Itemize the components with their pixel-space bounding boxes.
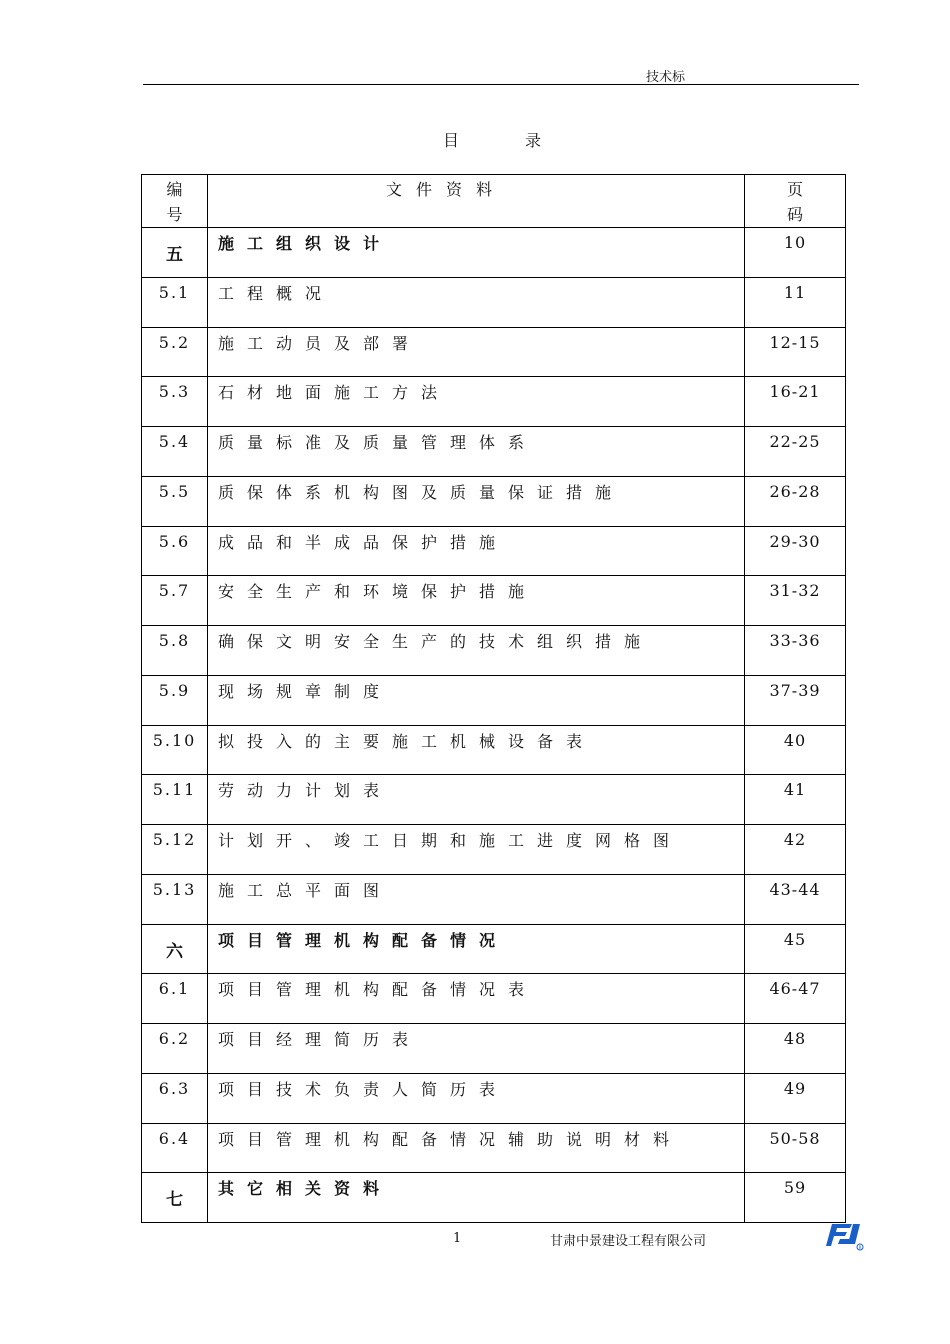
toc-row-title: 项目管理机构配备情况 (208, 924, 745, 974)
header-document: 文件资料 (208, 175, 745, 228)
toc-row-number: 6.1 (142, 974, 208, 1024)
header-number (142, 175, 208, 228)
toc-row (142, 1024, 846, 1074)
page-title (443, 128, 541, 151)
toc-row-title: 劳动力计划表 (208, 775, 745, 825)
toc-row (142, 775, 846, 825)
header-rule (143, 84, 859, 85)
company-logo-icon (826, 1222, 864, 1252)
toc-row-title: 项目管理机构配备情况辅助说明材料 (208, 1123, 745, 1173)
toc-row (142, 1173, 846, 1223)
toc-row-title: 项目经理简历表 (208, 1024, 745, 1074)
toc-row (142, 725, 846, 775)
toc-table (141, 174, 846, 1223)
title-part-2: 录 (525, 131, 542, 150)
header-number-text: 编号 (166, 180, 183, 224)
toc-row-number: 5.11 (142, 775, 208, 825)
toc-row-number: 6.3 (142, 1073, 208, 1123)
toc-row-title: 成品和半成品保护措施 (208, 526, 745, 576)
toc-row-page: 16-21 (745, 377, 846, 427)
toc-row (142, 626, 846, 676)
toc-row-number: 5.10 (142, 725, 208, 775)
toc-row-title: 现场规章制度 (208, 675, 745, 725)
toc-row-page: 42 (745, 825, 846, 875)
toc-row-title: 拟投入的主要施工机械设备表 (208, 725, 745, 775)
toc-row (142, 427, 846, 477)
toc-row-title: 石材地面施工方法 (208, 377, 745, 427)
toc-row (142, 1123, 846, 1173)
toc-row-title: 质量标准及质量管理体系 (208, 427, 745, 477)
toc-row-page: 49 (745, 1073, 846, 1123)
toc-row-title: 质保体系机构图及质量保证措施 (208, 476, 745, 526)
toc-row-page: 43-44 (745, 874, 846, 924)
toc-row-number: 5.4 (142, 427, 208, 477)
toc-row-title: 项目技术负责人简历表 (208, 1073, 745, 1123)
footer-company: 甘肃中景建设工程有限公司 (550, 1234, 707, 1249)
toc-row-number: 5.1 (142, 277, 208, 327)
toc-row-title: 施工动员及部署 (208, 327, 745, 377)
toc-row-page: 11 (745, 277, 846, 327)
toc-row (142, 1073, 846, 1123)
toc-row (142, 526, 846, 576)
toc-row-page: 31-32 (745, 576, 846, 626)
toc-row-number: 七 (142, 1173, 208, 1223)
toc-row-title: 其它相关资料 (208, 1173, 745, 1223)
toc-row-page: 33-36 (745, 626, 846, 676)
toc-row-title: 施工组织设计 (208, 228, 745, 278)
toc-row (142, 327, 846, 377)
toc-row-number: 5.12 (142, 825, 208, 875)
toc-row-number: 5.8 (142, 626, 208, 676)
toc-row-number: 5.13 (142, 874, 208, 924)
toc-row-page: 50-58 (745, 1123, 846, 1173)
title-part-1: 目 (443, 131, 460, 150)
toc-row (142, 277, 846, 327)
toc-row-page: 59 (745, 1173, 846, 1223)
toc-row-page: 41 (745, 775, 846, 825)
toc-row-page: 26-28 (745, 476, 846, 526)
toc-row-number: 5.5 (142, 476, 208, 526)
toc-row-page: 37-39 (745, 675, 846, 725)
toc-row-title: 计划开、竣工日期和施工进度网格图 (208, 825, 745, 875)
toc-row-number: 5.7 (142, 576, 208, 626)
toc-row-number: 5.2 (142, 327, 208, 377)
toc-row (142, 974, 846, 1024)
header-page (745, 175, 846, 228)
toc-row-page: 45 (745, 924, 846, 974)
toc-row-page: 10 (745, 228, 846, 278)
toc-row (142, 377, 846, 427)
svg-text:R: R (858, 1244, 862, 1250)
toc-row-title: 工程概况 (208, 277, 745, 327)
toc-row-title: 施工总平面图 (208, 874, 745, 924)
toc-row (142, 825, 846, 875)
toc-row (142, 874, 846, 924)
header-page-text: 页码 (787, 180, 804, 224)
toc-row-number: 五 (142, 228, 208, 278)
toc-row (142, 924, 846, 974)
toc-row-page: 46-47 (745, 974, 846, 1024)
toc-row-number: 5.9 (142, 675, 208, 725)
toc-row-number: 5.3 (142, 377, 208, 427)
toc-row-number: 6.4 (142, 1123, 208, 1173)
toc-row-page: 48 (745, 1024, 846, 1074)
toc-row (142, 576, 846, 626)
toc-row-title: 项目管理机构配备情况表 (208, 974, 745, 1024)
toc-row-page: 40 (745, 725, 846, 775)
toc-row (142, 476, 846, 526)
toc-row-page: 12-15 (745, 327, 846, 377)
toc-row-number: 5.6 (142, 526, 208, 576)
toc-header-row (142, 175, 846, 228)
toc-row-number: 六 (142, 924, 208, 974)
toc-row-title: 确保文明安全生产的技术组织措施 (208, 626, 745, 676)
toc-row-page: 22-25 (745, 427, 846, 477)
toc-row-number: 6.2 (142, 1024, 208, 1074)
header-label: 技术标 (646, 70, 686, 85)
toc-row (142, 228, 846, 278)
footer-page-number: 1 (453, 1231, 462, 1246)
toc-row-page: 29-30 (745, 526, 846, 576)
toc-row-title: 安全生产和环境保护措施 (208, 576, 745, 626)
toc-row (142, 675, 846, 725)
